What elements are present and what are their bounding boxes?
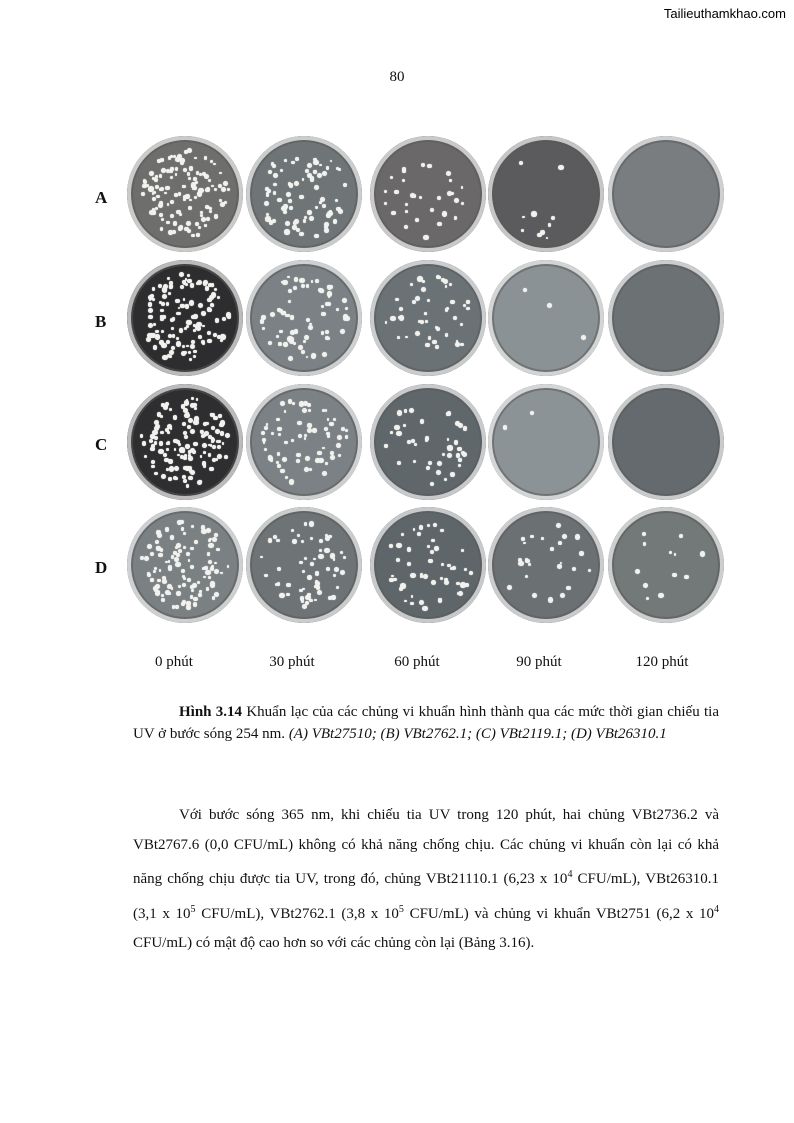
dish-rim [370,384,486,500]
dish-rim [488,507,604,623]
body-paragraph [133,801,719,959]
dish-rim [608,136,724,252]
dish-rim [608,507,724,623]
petri-dish [127,260,243,376]
petri-dish [608,260,724,376]
petri-dish-grid [127,136,727,636]
row-label-c: C [95,435,108,454]
petri-dish [488,136,604,252]
colony-figure [95,136,735,636]
caption-strains: (A) VBt27510; (B) VBt2762.1; (C) VBt2119.1; (D) VBt26310.1 [288,726,667,742]
para-text-3: CFU/mL), VBt2762.1 (3,8 x 10 [195,905,399,922]
petri-dish [488,507,604,623]
para-exp-1: 4 [567,869,573,880]
dish-rim [370,260,486,376]
dish-rim [488,384,604,500]
dish-rim [370,136,486,252]
petri-dish [488,260,604,376]
dish-rim [608,384,724,500]
petri-dish [370,384,486,500]
time-label-90: 90 phút [516,654,562,670]
dish-rim [127,507,243,623]
petri-dish [608,136,724,252]
dish-rim [246,260,362,376]
petri-dish [127,136,243,252]
row-label-d: D [95,558,108,577]
petri-dish [370,136,486,252]
dish-rim [488,260,604,376]
figure-caption [133,701,719,745]
para-text-5: CFU/mL) có mật độ cao hơn so với các chủng còn lại (Bảng 3.16). [133,935,535,951]
para-text-1: Với bước sóng 365 nm, khi chiếu tia UV trong 120 phút, hai chủng VBt2736.2 và VBt2767.6 (0,0 CFU/mL) không có khả năng chống chịu. Các chủng vi khuẩn còn lại có khả năng chống chịu được tia UV, trong đó, chủng VBt21110.1 (6,23 x 10 [133,807,719,887]
dish-rim [370,507,486,623]
time-label-30: 30 phút [269,654,315,670]
watermark: Tailieuthamkhao.com [663,6,786,21]
para-exp-4: 4 [714,903,720,915]
time-axis [127,654,727,674]
petri-dish [127,507,243,623]
dish-rim [246,136,362,252]
time-label-0: 0 phút [155,654,193,670]
petri-dish [246,384,362,500]
caption-label: Hình 3.14 [179,704,243,720]
para-exp-3: 5 [398,903,404,915]
para-text-2: CFU/mL), VBt26310.1 (3,1 x 10 [133,871,719,922]
dish-rim [127,260,243,376]
caption-text: Khuẩn lạc của các chủng vi khuẩn hình thành qua các mức thời gian chiếu tia UV ở bước sóng 254 nm. [133,704,719,742]
page-number: 80 [389,69,405,85]
dish-rim [488,136,604,252]
petri-dish [370,507,486,623]
row-label-b: B [95,312,107,331]
petri-dish [370,260,486,376]
petri-dish [488,384,604,500]
time-label-60: 60 phút [394,654,440,670]
petri-dish [246,136,362,252]
time-label-120: 120 phút [635,654,689,670]
dish-rim [246,507,362,623]
para-text-4: CFU/mL) và chủng vi khuẩn VBt2751 (6,2 x 10 [403,905,715,922]
petri-dish [608,384,724,500]
dish-rim [127,384,243,500]
petri-dish [127,384,243,500]
para-exp-2: 5 [190,903,196,915]
dish-rim [127,136,243,252]
petri-dish [608,507,724,623]
petri-dish [246,507,362,623]
dish-rim [608,260,724,376]
petri-dish [246,260,362,376]
dish-rim [246,384,362,500]
row-label-a: A [95,188,108,207]
